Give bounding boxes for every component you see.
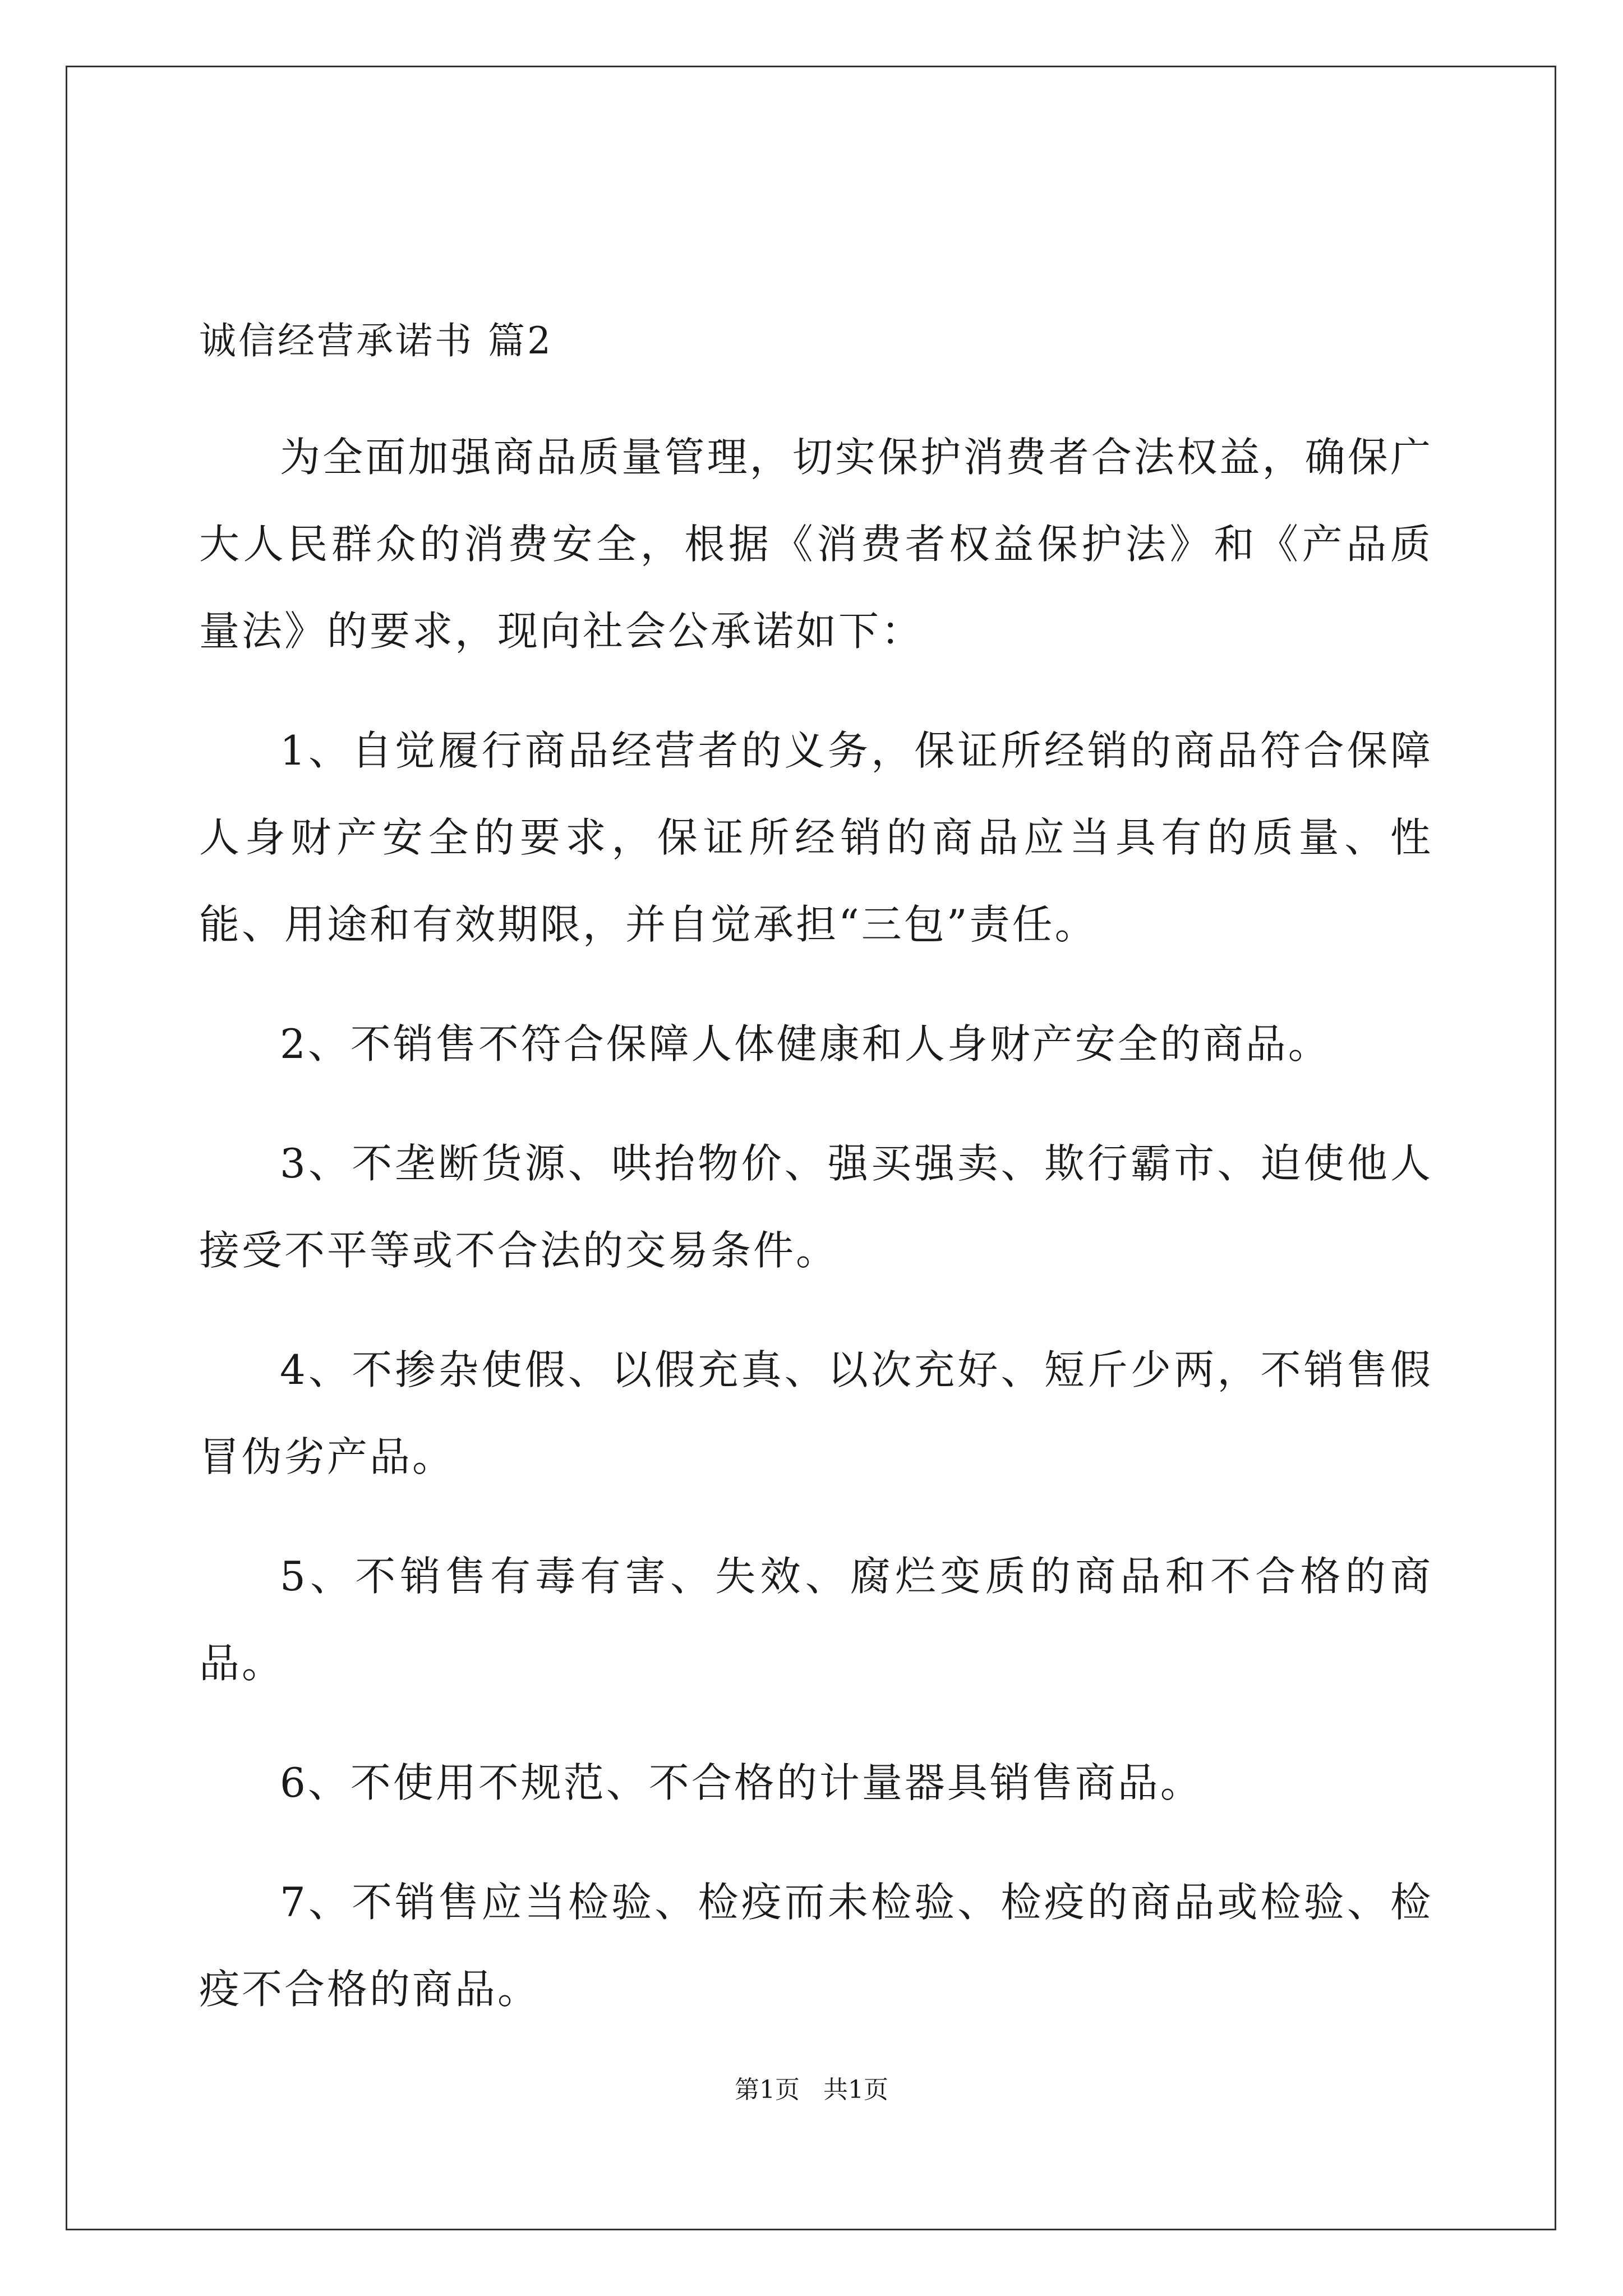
paragraph-item-2: 2、不销售不符合保障人体健康和人身财产安全的商品。 [280,1020,1331,1068]
paragraph-item-7: 7、不销售应当检验、检疫而未检验、检疫的商品或检验、检疫不合格的商品。 [199,1879,1433,2013]
document-body [199,319,1433,2065]
paragraph-item-6: 6、不使用不规范、不合格的计量器具销售商品。 [280,1759,1203,1806]
paragraph-item-3: 3、不垄断货源、哄抬物价、强买强卖、欺行霸市、迫使他人接受不平等或不合法的交易条件。 [199,1140,1433,1274]
paragraph-item-5: 5、不销售有毒有害、失效、腐烂变质的商品和不合格的商品。 [199,1553,1433,1687]
paragraph-item-4: 4、不掺杂使假、以假充真、以次充好、短斤少两，不销售假冒伪劣产品。 [199,1346,1433,1480]
paragraph-item-1: 1、自觉履行商品经营者的义务，保证所经销的商品符合保障人身财产安全的要求，保证所经销的商品应当具有的质量、性能、用途和有效期限，并自觉承担“三包”责任。 [199,727,1433,948]
page-footer: 第1页 共1页 [735,2076,888,2104]
paragraph-intro: 为全面加强商品质量管理，切实保护消费者合法权益，确保广大人民群众的消费安全，根据《消费者权益保护法》和《产品质量法》的要求，现向社会公承诺如下： [199,434,1433,655]
document-title: 诚信经营承诺书 篇2 [199,319,553,362]
